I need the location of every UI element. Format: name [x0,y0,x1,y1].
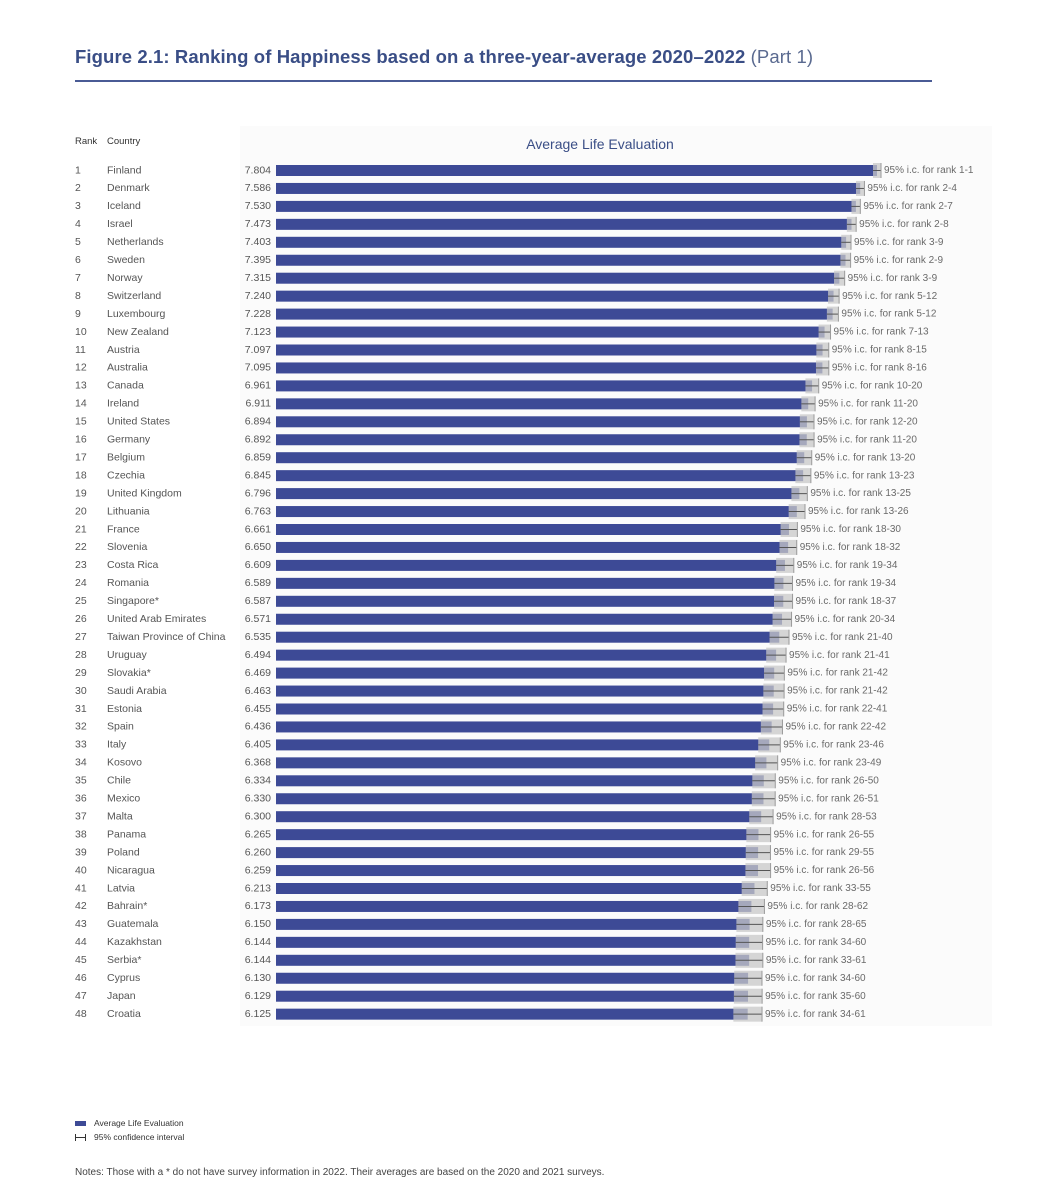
rank-label: 35 [75,774,87,787]
confidence-interval-label: 95% i.c. for rank 28-53 [776,811,877,823]
country-label: Ireland [107,397,140,410]
value-label: 6.334 [244,774,271,787]
rank-label: 4 [75,218,81,231]
confidence-interval-label: 95% i.c. for rank 11-20 [818,398,918,410]
confidence-interval-label: 95% i.c. for rank 2-4 [867,183,957,195]
confidence-interval-icon [75,1134,86,1141]
value-label: 7.530 [244,200,271,213]
value-label: 7.403 [244,236,271,249]
rank-label: 34 [75,756,87,769]
value-label: 6.265 [244,828,271,841]
value-label: 6.300 [244,810,271,823]
value-label: 6.859 [244,451,271,464]
bar [276,237,846,248]
confidence-interval-label: 95% i.c. for rank 13-23 [813,470,915,482]
value-label: 6.144 [244,954,271,967]
bar [276,614,782,625]
bar [276,991,748,1002]
confidence-interval-label: 95% i.c. for rank 20-34 [794,613,896,625]
confidence-interval-label: 95% i.c. for rank 22-42 [785,721,887,733]
rank-label: 45 [75,954,87,967]
country-label: Luxembourg [107,307,166,320]
country-label: Singapore* [107,595,159,608]
rank-label: 48 [75,1007,87,1020]
country-label: Austria [107,343,140,356]
value-label: 7.097 [244,343,271,356]
notes-text: Notes: Those with a * do not have survey information in 2022. Their averages are based on the 2020 and 2021 surveys. [75,1167,605,1178]
value-label: 7.240 [244,289,271,302]
figure-title-text: Figure 2.1: Ranking of Happiness based on a three-year-average 2020–2022 [75,46,746,67]
country-label: Costa Rica [107,559,159,572]
confidence-interval-label: 95% i.c. for rank 7-13 [833,326,929,338]
country-label: Panama [107,828,147,841]
value-label: 6.150 [244,918,271,931]
value-label: 6.463 [244,684,271,697]
value-label: 6.469 [244,666,271,679]
rank-label: 28 [75,648,87,661]
country-label: Kosovo [107,756,143,769]
country-label: United Kingdom [107,487,182,500]
bar [276,273,839,284]
bar [276,721,772,732]
bar [276,560,785,571]
rank-label: 19 [75,487,87,500]
value-label: 6.571 [244,613,271,626]
country-label: United States [107,415,171,428]
value-label: 6.796 [244,487,271,500]
bar [276,955,749,966]
rank-label: 7 [75,271,81,284]
value-label: 6.650 [244,541,271,554]
value-label: 6.259 [244,864,271,877]
confidence-interval-label: 95% i.c. for rank 1-1 [884,165,974,177]
country-label: Norway [107,271,143,284]
value-label: 6.587 [244,595,271,608]
rank-label: 6 [75,254,81,267]
country-label: Mexico [107,792,141,805]
country-label: Lithuania [107,505,150,518]
confidence-interval-label: 95% i.c. for rank 11-20 [817,434,917,446]
country-label: Spain [107,720,134,733]
country-label: Latvia [107,882,136,895]
confidence-interval-label: 95% i.c. for rank 3-9 [847,272,938,284]
rank-label: 13 [75,379,87,392]
value-label: 6.845 [244,469,271,482]
rank-label: 46 [75,972,87,985]
bar [276,452,804,463]
confidence-interval-label: 95% i.c. for rank 26-55 [773,829,875,841]
country-label: Germany [107,433,151,446]
confidence-interval-label: 95% i.c. for rank 21-40 [791,631,893,643]
rank-label: 22 [75,541,87,554]
bar [276,668,774,679]
confidence-interval-label: 95% i.c. for rank 22-41 [786,703,888,715]
country-label: Croatia [107,1007,141,1020]
country-label: Iceland [107,200,141,213]
confidence-interval-label: 95% i.c. for rank 10-20 [821,380,923,392]
confidence-interval-label: 95% i.c. for rank 21-41 [789,649,890,661]
bar [276,219,852,230]
bar [276,937,749,948]
country-label: Denmark [107,182,150,195]
value-label: 6.961 [244,379,271,392]
value-label: 6.911 [245,397,271,410]
rank-label: 1 [75,164,81,177]
rank-label: 12 [75,361,87,374]
confidence-interval-label: 95% i.c. for rank 13-26 [808,506,909,518]
bar [276,255,846,266]
rank-label: 44 [75,936,87,949]
rank-label: 11 [75,343,86,356]
bar [276,470,803,481]
bar [276,542,788,553]
value-label: 6.455 [244,702,271,715]
bar [276,327,825,338]
bar [276,488,799,499]
value-label: 6.330 [244,792,271,805]
country-label: Finland [107,164,142,177]
confidence-interval-label: 95% i.c. for rank 26-50 [778,775,879,787]
bar [276,434,807,445]
bar [276,865,758,876]
bar [276,398,808,409]
country-label: United Arab Emirates [107,613,207,626]
value-label: 6.129 [244,989,271,1002]
value-label: 6.661 [244,523,271,536]
value-label: 7.804 [244,164,271,177]
rank-label: 10 [75,325,87,338]
confidence-interval-label: 95% i.c. for rank 8-16 [831,362,927,374]
confidence-interval-label: 95% i.c. for rank 12-20 [816,416,918,428]
bar [276,596,783,607]
value-label: 7.228 [244,307,271,320]
country-label: Bahrain* [107,900,148,913]
rank-label: 21 [75,523,87,536]
rank-label: 27 [75,630,87,643]
value-label: 6.144 [244,936,271,949]
bar [276,811,761,822]
bar [276,739,769,750]
bar [276,901,751,912]
value-label: 6.892 [244,433,271,446]
rank-label: 33 [75,738,87,751]
bar [276,201,856,212]
value-label: 6.130 [244,972,271,985]
rank-label: 17 [75,451,87,464]
confidence-interval-label: 95% i.c. for rank 19-34 [795,577,897,589]
rank-label: 36 [75,792,87,805]
rank-label: 38 [75,828,87,841]
confidence-interval-label: 95% i.c. for rank 21-42 [787,685,888,697]
value-label: 6.213 [244,882,271,895]
country-label: Switzerland [107,289,162,302]
bar [276,775,764,786]
country-label: France [107,523,140,536]
rank-label: 43 [75,918,87,931]
confidence-interval-label: 95% i.c. for rank 33-61 [765,954,867,966]
confidence-interval-label: 95% i.c. for rank 5-12 [841,308,937,320]
legend-bar-label: Average Life Evaluation [94,1118,184,1128]
value-label: 6.436 [244,720,271,733]
country-label: Canada [107,379,144,392]
rank-label: 47 [75,989,87,1002]
bar [276,524,789,535]
rank-label: 37 [75,810,87,823]
country-column-header: Country [107,136,141,147]
value-label: 6.763 [244,505,271,518]
confidence-interval-label: 95% i.c. for rank 3-9 [853,236,944,248]
confidence-interval-label: 95% i.c. for rank 13-20 [814,452,916,464]
value-label: 6.609 [244,559,271,572]
confidence-interval-label: 95% i.c. for rank 23-46 [783,739,884,751]
confidence-interval-label: 95% i.c. for rank 26-56 [773,865,875,877]
country-label: Slovakia* [107,666,151,679]
bar [276,632,779,643]
value-label: 6.260 [244,846,271,859]
chart-title: Average Life Evaluation [526,136,674,152]
rank-label: 32 [75,720,87,733]
confidence-interval-label: 95% i.c. for rank 2-7 [863,201,953,213]
bar [276,650,776,661]
rank-label: 20 [75,505,87,518]
confidence-interval-label: 95% i.c. for rank 2-9 [853,254,944,266]
country-label: Malta [107,810,133,823]
rank-label: 41 [75,882,87,895]
rank-label: 3 [75,200,81,213]
confidence-interval-label: 95% i.c. for rank 28-65 [765,919,867,931]
confidence-interval-label: 95% i.c. for rank 34-60 [764,972,866,984]
country-label: Serbia* [107,954,142,967]
rank-label: 15 [75,415,87,428]
legend-bar-swatch [75,1121,86,1126]
bar [276,506,797,517]
bar [276,578,783,589]
bar [276,973,748,984]
rank-label: 42 [75,900,87,913]
confidence-interval-label: 95% i.c. for rank 35-60 [765,990,866,1002]
bar [276,847,758,858]
value-label: 7.123 [244,325,271,338]
rank-label: 26 [75,613,87,626]
rank-label: 2 [75,182,81,195]
confidence-interval-label: 95% i.c. for rank 33-55 [770,883,871,895]
rank-label: 9 [75,307,81,320]
rank-label: 8 [75,289,81,302]
value-label: 7.095 [244,361,271,374]
country-label: Taiwan Province of China [107,630,226,643]
rank-label: 5 [75,236,81,249]
rank-label: 39 [75,846,87,859]
bar [276,793,763,804]
country-label: Nicaragua [107,864,155,877]
country-label: Italy [107,738,127,751]
confidence-interval-label: 95% i.c. for rank 18-32 [799,542,901,554]
country-label: Israel [107,218,133,231]
legend-ci-item [75,1132,184,1142]
bar [276,291,834,302]
confidence-interval-label: 95% i.c. for rank 5-12 [842,290,938,302]
bar [276,362,822,373]
value-label: 7.473 [244,218,271,231]
bar [276,416,807,427]
rank-label: 23 [75,559,87,572]
rank-label: 18 [75,469,87,482]
bar [276,165,877,176]
country-label: Romania [107,577,150,590]
rank-label: 30 [75,684,87,697]
value-label: 6.405 [244,738,271,751]
value-label: 7.586 [244,182,271,195]
bar [276,686,774,697]
bar [276,1009,748,1020]
confidence-interval-label: 95% i.c. for rank 2-8 [859,218,949,230]
confidence-interval-label: 95% i.c. for rank 26-51 [778,793,879,805]
confidence-interval-label: 95% i.c. for rank 29-55 [773,847,875,859]
value-label: 6.589 [244,577,271,590]
legend-ci-label: 95% confidence interval [94,1132,185,1142]
value-label: 7.395 [244,254,271,267]
rank-label: 25 [75,595,87,608]
bar [276,757,766,768]
confidence-interval-label: 95% i.c. for rank 28-62 [767,901,869,913]
rank-label: 40 [75,864,87,877]
figure-title-part: (Part 1) [750,46,814,67]
confidence-interval-label: 95% i.c. for rank 34-61 [765,1008,866,1020]
country-label: Belgium [107,451,145,464]
country-label: Uruguay [107,648,147,661]
country-label: Saudi Arabia [107,684,167,697]
rank-label: 29 [75,666,87,679]
bar [276,380,812,391]
bar [276,919,750,930]
country-label: Chile [107,774,131,787]
confidence-interval-label: 95% i.c. for rank 34-60 [765,936,867,948]
legend-bar-item [75,1118,184,1128]
bar [276,309,833,320]
rank-column-header: Rank [75,136,98,147]
country-label: New Zealand [107,325,169,338]
country-label: Sweden [107,254,145,267]
value-label: 6.894 [244,415,271,428]
bar [276,829,758,840]
value-label: 7.315 [244,271,271,284]
country-label: Estonia [107,702,143,715]
confidence-interval-label: 95% i.c. for rank 18-30 [800,524,901,536]
value-label: 6.173 [244,900,271,913]
rank-label: 31 [75,702,87,715]
country-label: Kazakhstan [107,936,162,949]
country-label: Poland [107,846,140,859]
country-label: Australia [107,361,148,374]
confidence-interval-label: 95% i.c. for rank 21-42 [787,667,888,679]
bar [276,883,754,894]
bar [276,183,860,194]
value-label: 6.125 [244,1007,271,1020]
country-label: Czechia [107,469,145,482]
country-label: Guatemala [107,918,159,931]
country-label: Cyprus [107,972,141,985]
country-label: Slovenia [107,541,148,554]
confidence-interval-label: 95% i.c. for rank 8-15 [831,344,927,356]
bar [276,704,773,715]
rank-label: 24 [75,577,87,590]
confidence-interval-label: 95% i.c. for rank 18-37 [795,595,897,607]
rank-label: 14 [75,397,87,410]
value-label: 6.535 [244,630,271,643]
confidence-interval-label: 95% i.c. for rank 23-49 [780,757,882,769]
bar [276,345,823,356]
value-label: 6.494 [244,648,271,661]
confidence-interval-label: 95% i.c. for rank 19-34 [796,560,898,572]
country-label: Japan [107,989,136,1002]
country-label: Netherlands [107,236,164,249]
rank-label: 16 [75,433,87,446]
confidence-interval-label: 95% i.c. for rank 13-25 [810,488,911,500]
value-label: 6.368 [244,756,271,769]
